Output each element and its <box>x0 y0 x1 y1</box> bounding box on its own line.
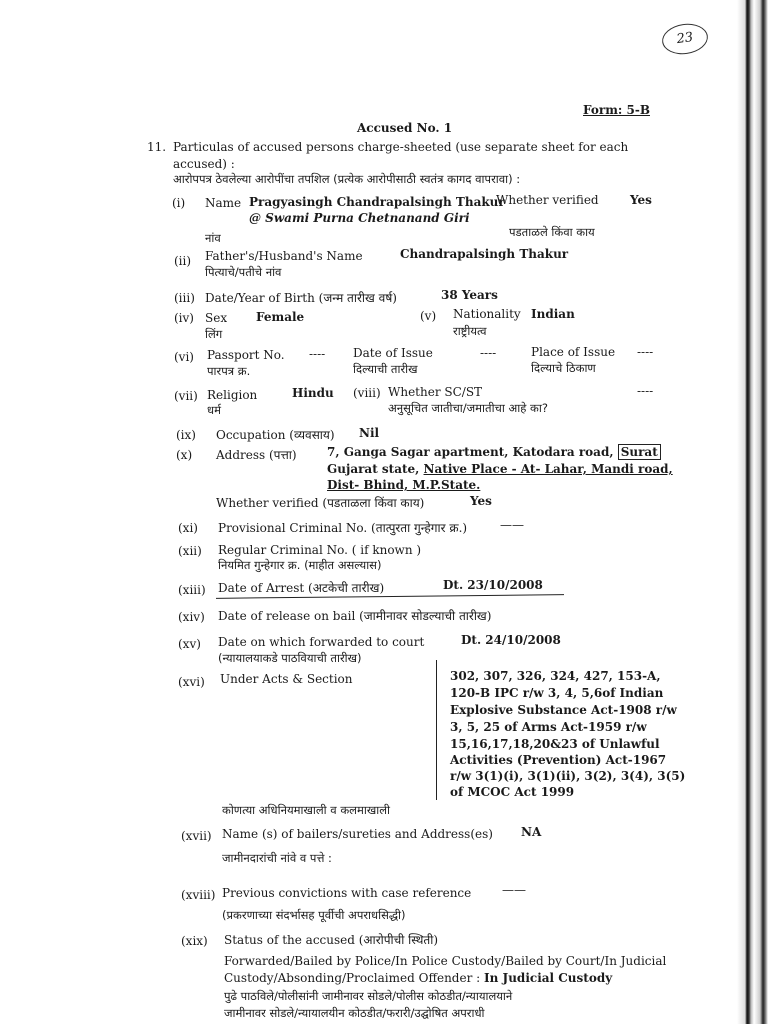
status-line2: Custody/Absonding/Proclaimed Offender : In Judicial Custody <box>224 971 613 985</box>
occupation-number: (ix) <box>176 428 196 442</box>
sc-marathi: अनुसूचित जातीचा/जमातीचा आहे का? <box>388 401 548 415</box>
acts-number: (xvi) <box>178 675 205 689</box>
address-verified-label: Whether verified (पडताळला किंवा काय) <box>216 496 425 510</box>
arrest-label: Date of Arrest (अटकेची तारीख) <box>218 581 385 595</box>
acts-line: 3, 5, 25 of Arms Act-1959 r/w <box>450 720 647 734</box>
regular-number: (xii) <box>178 544 202 558</box>
bailers-label: Name (s) of bailers/sureties and Address(es) <box>222 827 493 841</box>
name-marathi: नांव <box>205 231 221 245</box>
passport-marathi: पारपत्र क्र. <box>207 364 251 378</box>
name-alias: @ Swami Purna Chetnanand Giri <box>249 211 470 225</box>
place-marathi: दिल्याचे ठिकाण <box>531 361 596 375</box>
status-line1: Forwarded/Bailed by Police/In Police Custody/Bailed by Court/In Judicial <box>224 954 667 968</box>
forwarded-marathi: (न्यायालयाकडे पाठवियाची तारीख) <box>218 651 362 665</box>
passport-value: ---- <box>309 347 326 361</box>
father-value: Chandrapalsingh Thakur <box>400 247 569 261</box>
issue-value: ---- <box>480 346 497 360</box>
address-line3: Dist- Bhind, M.P.State. <box>327 478 481 492</box>
acts-marathi: कोणत्या अधिनियमाखाली व कलमाखाली <box>222 803 390 817</box>
form-label: Form: 5-B <box>583 103 650 117</box>
sex-marathi: लिंग <box>205 327 223 341</box>
sex-value: Female <box>256 310 305 324</box>
issue-label: Date of Issue <box>353 346 433 360</box>
status-value: In Judicial Custody <box>484 971 613 985</box>
arrest-number: (xiii) <box>178 583 206 597</box>
place-value: ---- <box>637 345 654 359</box>
page-heading: Accused No. 1 <box>357 121 453 135</box>
sex-number: (iv) <box>174 311 194 325</box>
acts-line: Explosive Substance Act-1908 r/w <box>450 703 677 717</box>
name-label: Name <box>205 196 242 210</box>
nationality-number: (v) <box>420 309 437 323</box>
sex-label: Sex <box>205 311 228 325</box>
acts-line: of MCOC Act 1999 <box>450 785 575 799</box>
dob-value: 38 Years <box>441 288 498 302</box>
nationality-marathi: राष्ट्रीयत्व <box>453 324 487 338</box>
religion-number: (vii) <box>174 389 198 403</box>
occupation-label: Occupation (व्यवसाय) <box>216 428 335 442</box>
release-number: (xiv) <box>178 610 205 624</box>
arrest-value: Dt. 23/10/2008 <box>443 578 543 592</box>
convictions-label: Previous convictions with case reference <box>222 886 472 900</box>
acts-line: 15,16,17,18,20&23 of Unlawful <box>450 737 660 751</box>
father-marathi: पित्याचे/पतीचे नांव <box>205 265 282 279</box>
acts-label: Under Acts & Section <box>220 672 353 686</box>
page-number-stamp: 23 <box>660 21 710 57</box>
acts-line: Activities (Prevention) Act-1967 <box>450 753 667 767</box>
address-number: (x) <box>176 448 193 462</box>
father-number: (ii) <box>174 254 192 268</box>
issue-marathi: दिल्याची तारीख <box>353 362 418 376</box>
sc-number: (viii) <box>353 386 381 400</box>
father-label: Father's/Husband's Name <box>205 249 363 263</box>
release-label: Date of release on bail (जामीनावर सोडल्याची तारीख) <box>218 609 492 623</box>
nationality-value: Indian <box>531 307 575 321</box>
address-line2: Gujarat state, Native Place - At- Lahar, Mandi road, <box>327 462 673 476</box>
item-11-number: 11. <box>147 140 167 154</box>
forwarded-label: Date on which forwarded to court <box>218 635 425 649</box>
bailers-value: NA <box>521 825 542 839</box>
name-value: Pragyasingh Chandrapalsingh Thakur <box>249 195 505 209</box>
status-marathi2: जामीनावर सोडले/न्यायालयीन कोठडीत/फरारी/उद्घोषित अपराधी <box>224 1006 485 1020</box>
sc-value: ---- <box>637 384 654 398</box>
acts-bracket <box>436 660 440 800</box>
provisional-value: —— <box>500 518 524 532</box>
acts-line: r/w 3(1)(i), 3(1)(ii), 3(2), 3(4), 3(5) <box>450 769 686 783</box>
address-city-box: Surat <box>618 444 661 460</box>
scan-edge <box>737 0 768 1024</box>
acts-line: 302, 307, 326, 324, 427, 153-A, <box>450 669 661 683</box>
item-11-marathi: आरोपपत्र ठेवलेल्या आरोपींचा तपशिल (प्रत्येक आरोपीसाठी स्वतंत्र कागद वापरावा) : <box>173 172 521 186</box>
provisional-label: Provisional Criminal No. (तात्पुरता गुन्हेगार क्र.) <box>218 521 468 535</box>
sc-label: Whether SC/ST <box>388 385 483 399</box>
name-number: (i) <box>172 196 186 210</box>
forwarded-number: (xv) <box>178 637 201 651</box>
religion-marathi: धर्म <box>207 403 221 417</box>
nationality-label: Nationality <box>453 307 521 321</box>
status-label: Status of the accused (आरोपीची स्थिती) <box>224 933 439 947</box>
place-label: Place of Issue <box>531 345 616 359</box>
dob-number: (iii) <box>174 291 195 305</box>
status-marathi1: पुढे पाठविले/पोलीसांनी जामीनावर सोडले/पोलीस कोठडीत/न्यायालयाने <box>224 989 513 1003</box>
address-line1: 7, Ganga Sagar apartment, Katodara road, Surat <box>327 445 661 459</box>
name-verified-marathi: पडताळले किंवा काय <box>509 225 595 239</box>
convictions-marathi: (प्रकरणाच्या संदर्भासह पूर्वीची अपराधसिद्धी) <box>222 908 406 922</box>
religion-label: Religion <box>207 388 258 402</box>
religion-value: Hindu <box>292 386 334 400</box>
forwarded-value: Dt. 24/10/2008 <box>461 633 561 647</box>
convictions-value: —— <box>502 883 526 897</box>
status-number: (xix) <box>181 934 208 948</box>
bailers-marathi: जामीनदारांची नांवे व पत्ते : <box>222 851 332 865</box>
dob-label: Date/Year of Birth (जन्म तारीख वर्ष) <box>205 291 397 305</box>
convictions-number: (xviii) <box>181 888 216 902</box>
passport-label: Passport No. <box>207 348 285 362</box>
occupation-value: Nil <box>359 426 380 440</box>
name-verified-value: Yes <box>630 193 652 207</box>
name-verified-label: Whether verified <box>496 193 599 207</box>
item-11-line1: Particulas of accused persons charge-sheeted (use separate sheet for each <box>173 140 629 154</box>
address-verified-value: Yes <box>470 494 492 508</box>
address-label: Address (पत्ता) <box>216 448 297 462</box>
acts-line: 120-B IPC r/w 3, 4, 5,6of Indian <box>450 686 664 700</box>
regular-label: Regular Criminal No. ( if known ) <box>218 543 422 557</box>
bailers-number: (xvii) <box>181 829 212 843</box>
provisional-number: (xi) <box>178 521 198 535</box>
passport-number: (vi) <box>174 350 194 364</box>
item-11-line2: accused) : <box>173 157 235 171</box>
regular-marathi: नियमित गुन्हेगार क्र. (माहीत असल्यास) <box>218 558 382 572</box>
